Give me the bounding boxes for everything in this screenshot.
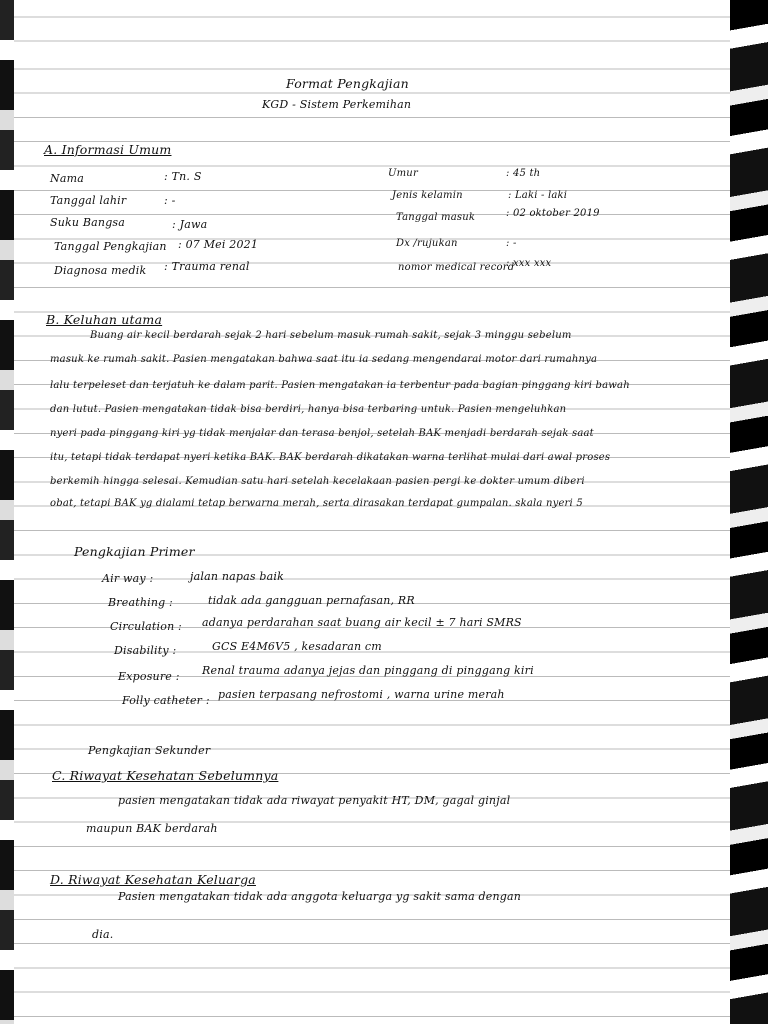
info-label: Umur	[388, 168, 418, 179]
assessment-label: Exposure :	[118, 670, 180, 683]
assessment-label: Breathing :	[108, 596, 173, 609]
section-a-heading: A. Informasi Umum	[44, 142, 172, 157]
notebook-page	[14, 0, 730, 1024]
assessment-label: Folly catheter :	[122, 694, 210, 707]
info-value: : 02 oktober 2019	[506, 208, 600, 219]
binder-edge-right	[730, 0, 768, 1024]
info-value: : Tn. S	[164, 170, 202, 183]
section-b-heading: B. Keluhan utama	[46, 312, 163, 327]
assessment-value: jalan napas baik	[190, 570, 284, 583]
assessment-label: Disability :	[114, 644, 177, 657]
complaint-line: itu, tetapi tidak terdapat nyeri ketika BAK. BAK berdarah dikatakan warna terlihat mulai dari awal proses	[50, 452, 611, 463]
primary-assessment-heading: Pengkajian Primer	[74, 544, 195, 559]
info-value: : xxx xxx	[506, 258, 552, 269]
assessment-value: tidak ada gangguan pernafasan, RR	[208, 594, 415, 607]
info-value: : 07 Mei 2021	[178, 238, 259, 251]
complaint-line: nyeri pada pinggang kiri yg tidak menjalar dan terasa benjol, setelah BAK menjadi berdarah sejak saat	[50, 428, 594, 439]
family-history-line: dia.	[92, 928, 114, 941]
secondary-assessment-heading: Pengkajian Sekunder	[88, 744, 211, 757]
section-c-heading: C. Riwayat Kesehatan Sebelumnya	[52, 768, 279, 783]
info-label: Tanggal lahir	[50, 194, 127, 207]
binder-edge-left	[0, 0, 14, 1024]
complaint-line: lalu terpeleset dan terjatuh ke dalam parit. Pasien mengatakan ia terbentur pada bagian pinggang kiri bawah	[50, 380, 630, 391]
info-value: : Jawa	[172, 218, 208, 231]
assessment-value: adanya perdarahan saat buang air kecil ± 7 hari SMRS	[202, 616, 522, 629]
page-subtitle: KGD - Sistem Perkemihan	[262, 98, 412, 111]
info-value: : Trauma renal	[164, 260, 250, 273]
info-label: nomor medical record	[398, 262, 515, 273]
info-value: : Laki - laki	[508, 190, 568, 201]
info-label: Tanggal masuk	[396, 212, 476, 223]
info-value: : 45 th	[506, 168, 541, 179]
assessment-label: Air way :	[102, 572, 154, 585]
info-value: : -	[164, 194, 176, 207]
info-label: Diagnosa medik	[54, 264, 147, 277]
info-label: Dx /rujukan	[396, 238, 458, 249]
info-label: Suku Bangsa	[50, 216, 126, 229]
info-label: Jenis kelamin	[392, 190, 463, 201]
complaint-line: Buang air kecil berdarah sejak 2 hari sebelum masuk rumah sakit, sejak 3 minggu sebelum	[90, 330, 572, 341]
assessment-value: Renal trauma adanya jejas dan pinggang di pinggang kiri	[202, 664, 534, 677]
info-label: Tanggal Pengkajian	[54, 240, 167, 253]
info-label: Nama	[50, 172, 84, 185]
complaint-line: dan lutut. Pasien mengatakan tidak bisa berdiri, hanya bisa terbaring untuk. Pasien mengeluhkan	[50, 404, 567, 415]
info-value: : -	[506, 238, 517, 249]
assessment-label: Circulation :	[110, 620, 182, 633]
complaint-line: masuk ke rumah sakit. Pasien mengatakan bahwa saat itu ia sedang mengendarai motor dari rumahnya	[50, 354, 598, 365]
history-line: maupun BAK berdarah	[86, 822, 218, 835]
complaint-line: berkemih hingga selesai. Kemudian satu hari setelah kecelakaan pasien pergi ke dokter umum diberi	[50, 476, 585, 487]
page-title: Format Pengkajian	[286, 76, 409, 91]
assessment-value: GCS E4M6V5 , kesadaran cm	[212, 640, 382, 653]
section-d-heading: D. Riwayat Kesehatan Keluarga	[50, 872, 256, 887]
family-history-line: Pasien mengatakan tidak ada anggota keluarga yg sakit sama dengan	[118, 890, 522, 903]
assessment-value: pasien terpasang nefrostomi , warna urine merah	[218, 688, 505, 701]
complaint-line: obat, tetapi BAK yg dialami tetap berwarna merah, serta dirasakan terdapat gumpalan. skala nyeri 5	[50, 498, 583, 509]
history-line: pasien mengatakan tidak ada riwayat penyakit HT, DM, gagal ginjal	[118, 794, 511, 807]
